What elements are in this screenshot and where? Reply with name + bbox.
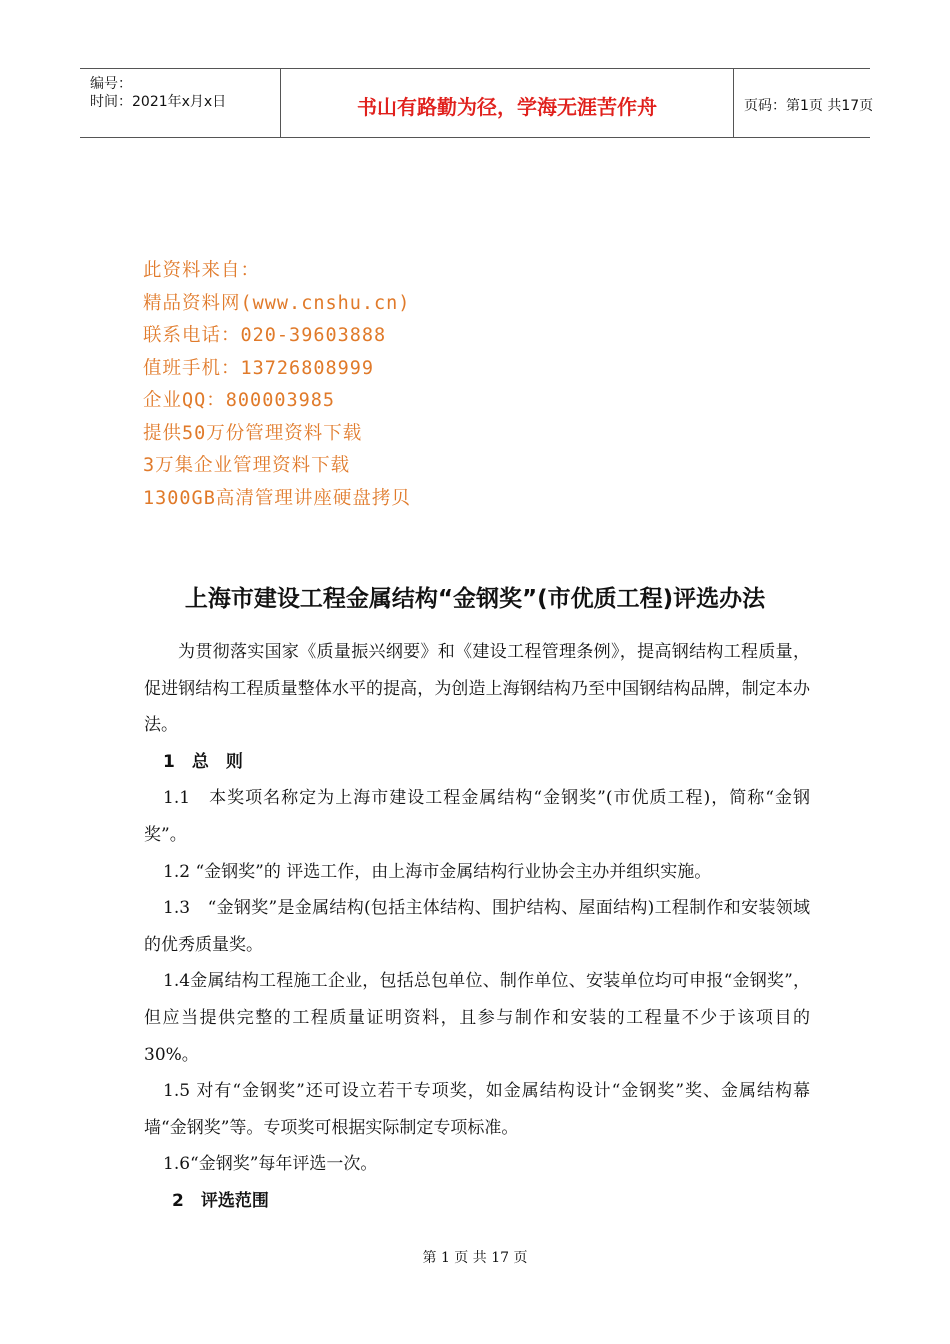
source-line: 此资料来自：: [143, 260, 261, 281]
header-motto-cell: [281, 69, 734, 137]
header-table: [80, 68, 874, 138]
source-line: 企业QQ：800003985: [143, 390, 336, 411]
clause-paragraph: 1.6“金钢奖”每年评选一次。: [163, 1154, 378, 1175]
document-date: 时间：2021年x月x日: [90, 94, 227, 110]
section-heading: 1 总 则: [163, 751, 243, 772]
clause-paragraph: 1.2 “金钢奖”的 评选工作，由上海市金属结构行业协会主办并组织实施。: [163, 861, 712, 882]
source-info-block: [143, 255, 411, 515]
document-body: [144, 634, 810, 1220]
document-title: 上海市建设工程金属结构“金钢奖”(市优质工程)评选办法: [184, 586, 766, 612]
source-line: 提供50万份管理资料下载: [143, 422, 363, 444]
motto-text: 书山有路勤为径，学海无涯苦作舟: [357, 95, 657, 119]
intro-paragraph: 为贯彻落实国家《质量振兴纲要》和《建设工程管理条例》，提高钢结构工程质量，促进钢结构工程质量整体水平的提高，为创造上海钢结构乃至中国钢结构品牌，制定本办法。: [144, 642, 810, 736]
header-page-cell: [734, 69, 874, 137]
clause-paragraph: 1.4金属结构工程施工企业，包括总包单位、制作单位、安装单位均可申报“金钢奖”，但应当提供完整的工程质量证明资料，且参与制作和安装的工程量不少于该项目的30%。: [144, 971, 810, 1065]
source-line: 值班手机：13726808999: [143, 357, 375, 379]
clause-paragraph: 1.5 对有“金钢奖”还可设立若干专项奖，如金属结构设计“金钢奖”奖、金属结构幕墙“金钢奖”等。专项奖可根据实际制定专项标准。: [144, 1081, 810, 1138]
clause-paragraph: 1.3 “金钢奖”是金属结构(包括主体结构、围护结构、屋面结构)工程制作和安装领域的优秀质量奖。: [144, 898, 810, 955]
source-line: 1300GB高清管理讲座硬盘拷贝: [143, 487, 411, 509]
page-footer: 第 1 页 共 17 页: [422, 1250, 528, 1266]
source-line: 联系电话：020-39603888: [143, 325, 387, 346]
page-info: 页码：第1页 共17页: [744, 98, 874, 114]
clause-paragraph: 1.1 本奖项名称定为上海市建设工程金属结构“金钢奖”(市优质工程)，简称“金钢奖”。: [144, 788, 810, 845]
header-meta-cell: [80, 69, 281, 137]
source-line: 3万集企业管理资料下载: [143, 455, 351, 476]
source-line: 精品资料网(www.cnshu.cn): [143, 292, 411, 314]
document-number-label: 编号：: [90, 76, 132, 92]
section-heading: 2 评选范围: [172, 1190, 269, 1211]
